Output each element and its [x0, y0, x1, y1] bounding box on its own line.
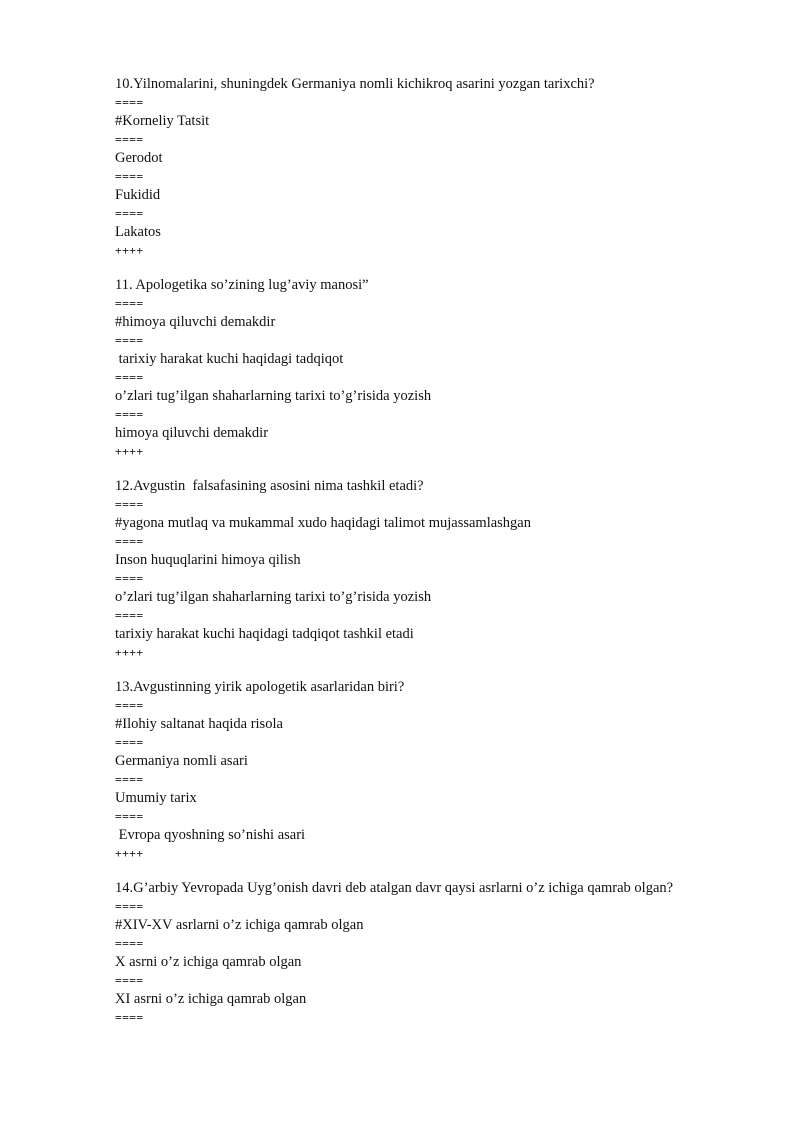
answer-separator: ==== [115, 534, 144, 548]
question-block [115, 678, 775, 863]
answer-option: Fukidid [115, 187, 161, 203]
correct-answer: #yagona mutlaq va mukammal xudo haqidagi talimot mujassamlashgan [115, 515, 531, 531]
answer-option: o’zlari tug’ilgan shaharlarning tarixi to’g’risida yozish [115, 589, 432, 605]
answer-separator: ==== [115, 169, 144, 183]
answer-separator: ==== [115, 608, 144, 622]
question-list [115, 75, 775, 1043]
answer-option: Lakatos [115, 224, 161, 240]
answer-option: Germaniya nomli asari [115, 753, 248, 769]
answer-option: o’zlari tug’ilgan shaharlarning tarixi to’g’risida yozish [115, 388, 432, 404]
question-end-marker: ++++ [115, 444, 144, 458]
answer-separator: ==== [115, 407, 144, 421]
answer-separator: ==== [115, 1010, 144, 1024]
answer-separator: ==== [115, 936, 144, 950]
answer-option: Inson huquqlarini himoya qilish [115, 552, 301, 568]
answer-option: Umumiy tarix [115, 790, 197, 806]
question-text: 13.Avgustinning yirik apologetik asarlaridan biri? [115, 679, 405, 695]
question-block [115, 276, 775, 461]
answer-option: himoya qiluvchi demakdir [115, 425, 269, 441]
answer-option: Gerodot [115, 150, 163, 166]
question-block [115, 75, 775, 260]
question-text: 12.Avgustin falsafasining asosini nima tashkil etadi? [115, 478, 424, 494]
question-end-marker: ++++ [115, 243, 144, 257]
answer-separator: ==== [115, 809, 144, 823]
question-end-marker: ++++ [115, 846, 144, 860]
answer-separator: ==== [115, 973, 144, 987]
answer-option: tarixiy harakat kuchi haqidagi tadqiqot [115, 351, 344, 367]
correct-answer: #Korneliy Tatsit [115, 113, 210, 129]
question-block [115, 477, 775, 662]
answer-separator: ==== [115, 206, 144, 220]
answer-separator: ==== [115, 296, 144, 310]
answer-option: XI asrni o’z ichiga qamrab olgan [115, 991, 307, 1007]
correct-answer: #XIV-XV asrlarni o’z ichiga qamrab olgan [115, 917, 364, 933]
answer-option: tarixiy harakat kuchi haqidagi tadqiqot tashkil etadi [115, 626, 414, 642]
answer-separator: ==== [115, 899, 144, 913]
question-text: 14.G’arbiy Yevropada Uyg’onish davri deb atalgan davr qaysi asrlarni o’z ichiga qamrab olgan? [115, 880, 674, 896]
answer-separator: ==== [115, 497, 144, 511]
question-end-marker: ++++ [115, 645, 144, 659]
question-text: 10.Yilnomalarini, shuningdek Germaniya nomli kichikroq asarini yozgan tarixchi? [115, 76, 595, 92]
answer-separator: ==== [115, 132, 144, 146]
question-text: 11. Apologetika so’zining lug’aviy manosi” [115, 277, 369, 293]
correct-answer: #Ilohiy saltanat haqida risola [115, 716, 283, 732]
answer-separator: ==== [115, 735, 144, 749]
question-block [115, 879, 775, 1027]
answer-option: Evropa qyoshning so’nishi asari [115, 827, 306, 843]
answer-separator: ==== [115, 95, 144, 109]
answer-separator: ==== [115, 571, 144, 585]
answer-option: X asrni o’z ichiga qamrab olgan [115, 954, 302, 970]
correct-answer: #himoya qiluvchi demakdir [115, 314, 276, 330]
answer-separator: ==== [115, 772, 144, 786]
answer-separator: ==== [115, 333, 144, 347]
answer-separator: ==== [115, 698, 144, 712]
answer-separator: ==== [115, 370, 144, 384]
